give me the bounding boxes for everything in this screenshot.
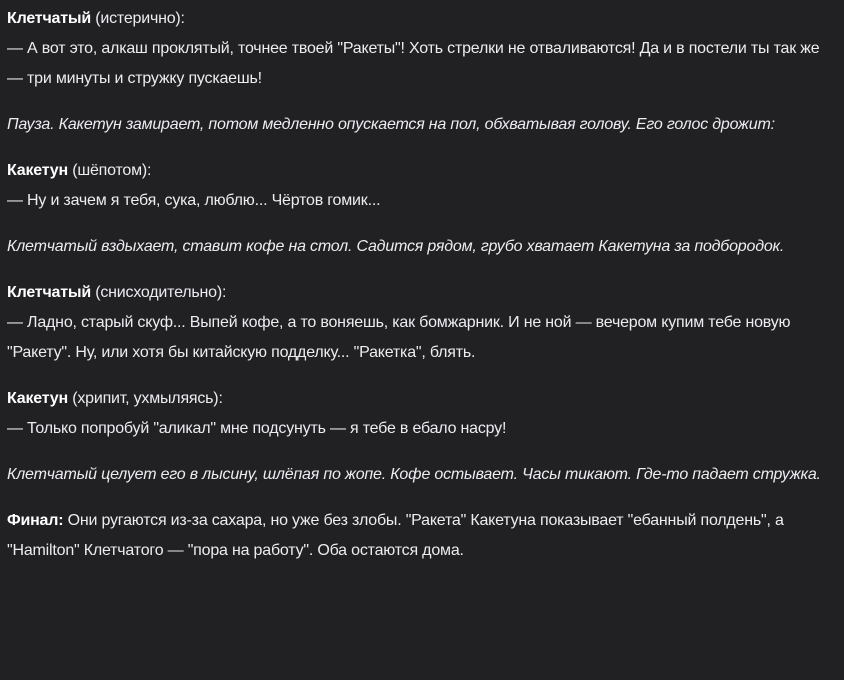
dialogue-block <box>7 4 836 94</box>
speaker-name: Клетчатый <box>7 10 91 27</box>
stage-note: Клетчатый вздыхает, ставит кофе на стол. Садится рядом, грубо хватает Какетуна за подбородок. <box>7 238 785 255</box>
speaker-name: Какетун <box>7 162 68 179</box>
dialogue-line: — Ладно, старый скуф... Выпей кофе, а то воняешь, как бомжарник. И не ной — вечером купим тебе новую "Ракету". Ну, или хотя бы китайскую подделку... "Ракетка", блять. <box>7 314 791 361</box>
dialogue-line: — Ну и зачем я тебя, сука, люблю... Чёртов гомик... <box>7 192 381 209</box>
speaker-name: Какетун <box>7 390 68 407</box>
final-block <box>7 506 836 566</box>
stage-direction: (истерично): <box>90 10 185 27</box>
stage-direction: (снисходительно): <box>90 284 227 301</box>
dialogue-line: — Только попробуй "аликал" мне подсунуть — я тебе в ебало насру! <box>7 420 507 437</box>
dialogue-block <box>7 156 836 216</box>
dialogue-block <box>7 278 836 368</box>
final-label: Финал: <box>7 512 64 529</box>
dialogue-block <box>7 384 836 444</box>
speaker-name: Клетчатый <box>7 284 91 301</box>
dialogue-line: — А вот это, алкаш проклятый, точнее твоей "Ракеты"! Хоть стрелки не отваливаются! Да и в постели ты так же — три минуты и стружку пускаешь! <box>7 40 820 87</box>
stage-note: Пауза. Какетун замирает, потом медленно опускается на пол, обхватывая голову. Его голос дрожит: <box>7 116 775 133</box>
stage-direction: (шёпотом): <box>67 162 152 179</box>
stage-direction: (хрипит, ухмыляясь): <box>67 390 223 407</box>
stage-note: Клетчатый целует его в лысину, шлёпая по жопе. Кофе остывает. Часы тикают. Где-то падает стружка. <box>7 466 821 483</box>
final-text: Они ругаются из-за сахара, но уже без злобы. "Ракета" Какетуна показывает "ебанный полдень", а "Hamilton" Клетчатого — "пора на работу". Оба остаются дома. <box>7 512 784 559</box>
